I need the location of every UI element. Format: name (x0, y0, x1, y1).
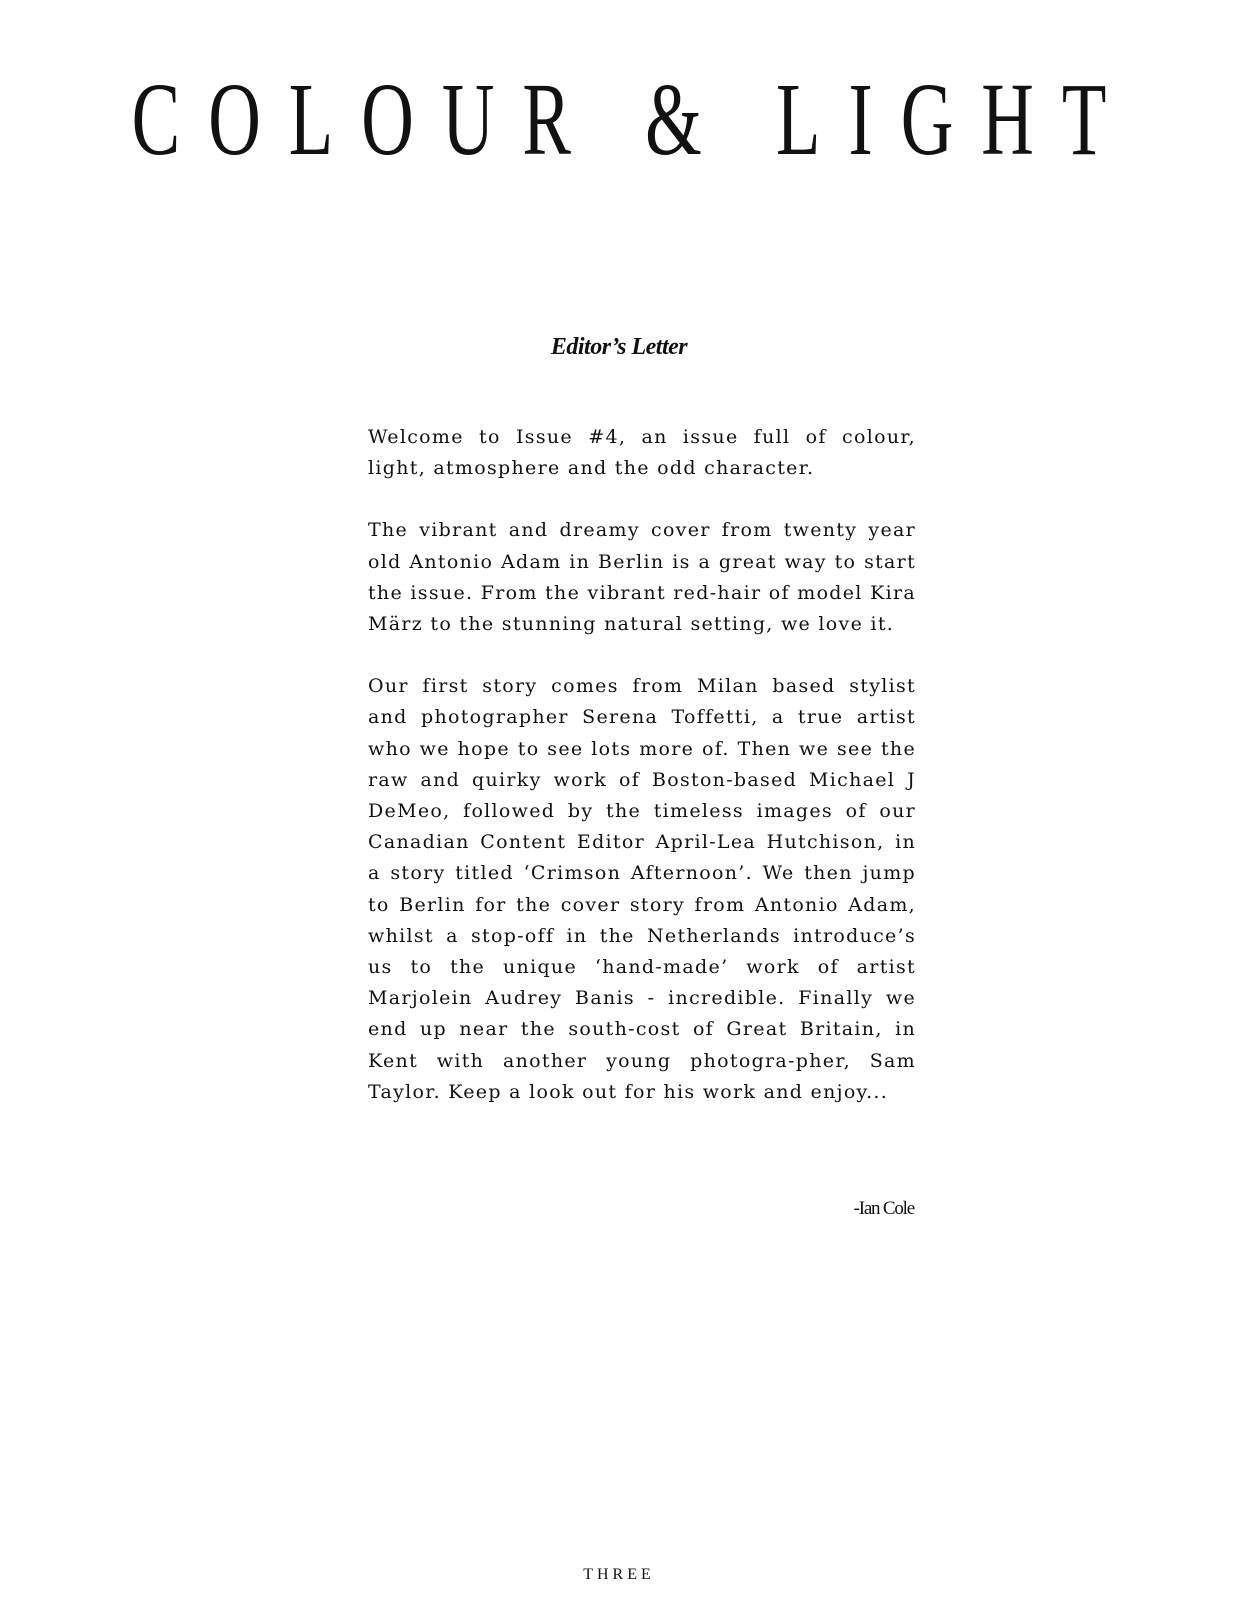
editor-signature: -Ian Cole (853, 1198, 914, 1219)
section-heading: Editor’s Letter (550, 334, 688, 360)
letter-paragraph-stories: Our first story comes from Milan based stylist and photographer Serena Toffetti, a true artist who we hope to see lots more of. Then we see the raw and quirky work of Boston-based Michael J DeMeo, followed by the timeless images of our Canadian Content Editor April-Lea Hutchison, in a story titled ‘Crimson Afternoon’. We then jump to Berlin for the cover story from Antonio Adam, whilst a stop-off in the Netherlands introduce’s us to the unique ‘hand-made’ work of artist Marjolein Audrey Banis - incredible. Finally we end up near the south-cost of Great Britain, in Kent with another young photogra-pher, Sam Taylor. Keep a look out for his work and enjoy... (368, 675, 916, 1103)
magazine-title: COLOUR & LIGHT (131, 68, 1135, 177)
page-number: THREE (583, 1566, 655, 1583)
letter-paragraph-cover: The vibrant and dreamy cover from twenty year old Antonio Adam in Berlin is a great way to start the issue. From the vibrant red-hair of model Kira März to the stunning natural setting, we love it. (368, 519, 916, 636)
letter-paragraph-intro: Welcome to Issue #4, an issue full of colour, light, atmosphere and the odd character. (368, 426, 916, 480)
editor-letter-body (368, 422, 916, 1139)
masthead (0, 68, 1238, 178)
